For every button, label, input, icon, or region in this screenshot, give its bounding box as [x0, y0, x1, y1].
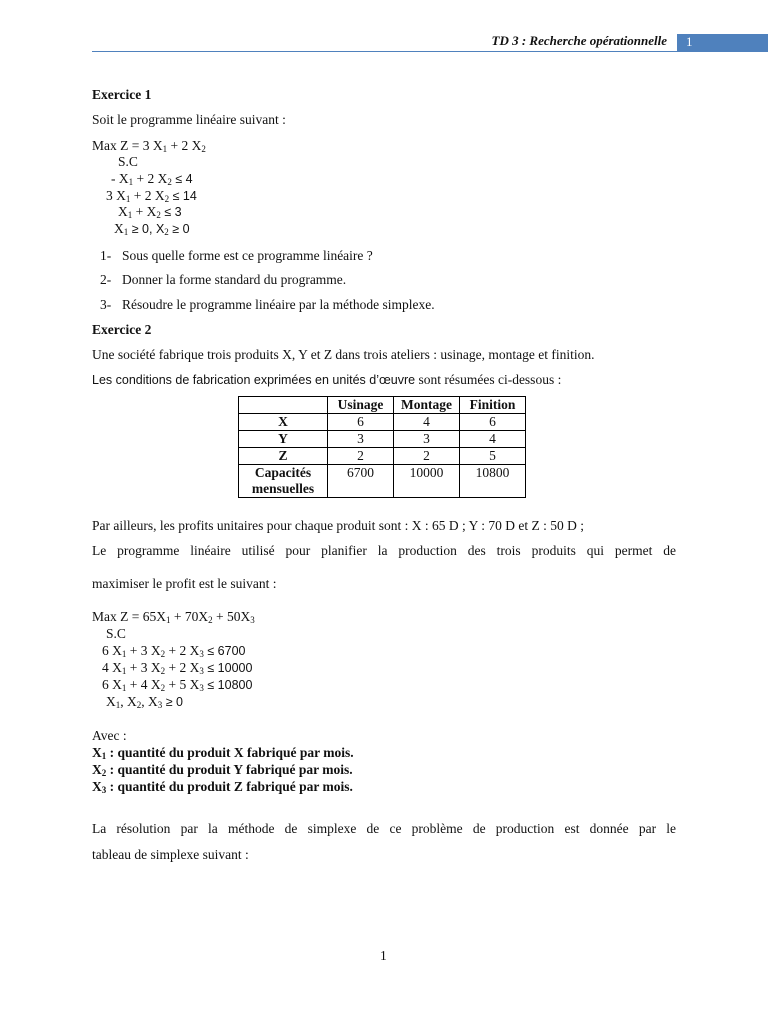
exercise2-sc: S.C	[106, 626, 126, 641]
row-label: X	[239, 414, 328, 431]
exercise1-nonnegativity: $X_1 \ge 0$, $X_2 \ge 0$	[114, 221, 190, 237]
footer-page-number: 1	[380, 948, 387, 963]
table-cell: 10800	[460, 465, 526, 498]
table-cell: 6	[460, 414, 526, 431]
question-text: Résoudre le programme linéaire par la méthode simplexe.	[122, 297, 435, 312]
table-row	[239, 465, 526, 498]
avec-label: Avec :	[92, 728, 127, 743]
variable-definition: $X_2$ : quantité du produit Y fabriqué par mois.	[92, 762, 353, 778]
exercise1-constraint: 3 $X_1 + 2$ $X_2 \le 14$	[106, 188, 197, 204]
question-number: 1-	[100, 248, 112, 263]
exercise1-constraint: $X_1 + X_2 \le 3$	[118, 204, 182, 220]
table-cell: 6	[328, 414, 394, 431]
exercise2-nonnegativity: $X_1$, $X_2$, $X_3 \ge 0$	[106, 694, 184, 710]
row-label: Z	[239, 448, 328, 465]
exercise2-intro-conditions: Les conditions de fabrication exprimées en unités d’œuvre sont résumées ci-dessous :	[92, 372, 562, 387]
table-cell: 2	[328, 448, 394, 465]
unit-profits: Par ailleurs, les profits unitaires pour chaque produit sont : X : 65 D ; Y : 70 D et Z : 50 D ;	[92, 518, 585, 533]
table-header-cell: Montage	[394, 397, 460, 414]
row-label: Y	[239, 431, 328, 448]
exercise1-intro: Soit le programme linéaire suivant :	[92, 112, 286, 127]
question-number: 3-	[100, 297, 112, 312]
header-title: TD 3 : Recherche opérationnelle	[491, 33, 667, 48]
table-header-cell: Finition	[460, 397, 526, 414]
table-row	[239, 448, 526, 465]
table-row	[239, 414, 526, 431]
header-divider	[92, 51, 768, 52]
program-description-line1: Le programme linéaire utilisé pour planifier la production des trois produits qui permet de	[92, 543, 676, 558]
table-cell: 2	[394, 448, 460, 465]
exercise2-constraint: 4 $X_1 + 3$ $X_2 + 2$ $X_3 \le 10000$	[102, 660, 253, 676]
program-description-line2: maximiser le profit est le suivant :	[92, 576, 277, 591]
variable-definition: $X_3$ : quantité du produit Z fabriqué par mois.	[92, 779, 353, 795]
table-cell: 4	[460, 431, 526, 448]
exercise2-title: Exercice 2	[92, 322, 152, 337]
row-label: Capacités mensuelles	[239, 465, 328, 498]
exercise2-objective: Max $Z = 65X_1 + 70X_2 + 50X_3$	[92, 609, 255, 625]
table-header-cell	[239, 397, 328, 414]
exercise2-constraint: 6 $X_1 + 3$ $X_2 + 2$ $X_3 \le 6700$	[102, 643, 246, 659]
exercise1-sc: S.C	[118, 154, 138, 169]
resolution-line2: tableau de simplexe suivant :	[92, 847, 249, 862]
table-row	[239, 431, 526, 448]
question-text: Donner la forme standard du programme.	[122, 272, 347, 287]
table-cell: 3	[394, 431, 460, 448]
header-page-number: 1	[686, 34, 693, 49]
question-text: Sous quelle forme est ce programme linéaire ?	[122, 248, 373, 263]
table-cell: 4	[394, 414, 460, 431]
variable-definition: $X_1$ : quantité du produit X fabriqué par mois.	[92, 745, 354, 761]
exercise1-objective: Max Z = 3 $X_1 + 2$ $X_2$	[92, 138, 206, 154]
exercise1-title: Exercice 1	[92, 87, 152, 102]
table-cell: 3	[328, 431, 394, 448]
table-header-cell: Usinage	[328, 397, 394, 414]
table-cell: 5	[460, 448, 526, 465]
table-header-row	[239, 397, 526, 414]
question-number: 2-	[100, 272, 112, 287]
exercise2-intro: Une société fabrique trois produits X, Y et Z dans trois ateliers : usinage, montage et finition.	[92, 347, 595, 362]
header-page-box	[677, 34, 768, 51]
production-table	[238, 396, 526, 498]
exercise2-constraint: 6 $X_1 + 4$ $X_2 + 5$ $X_3 \le 10800$	[102, 677, 253, 693]
table-cell: 10000	[394, 465, 460, 498]
table-cell: 6700	[328, 465, 394, 498]
resolution-line1: La résolution par la méthode de simplexe de ce problème de production est donnée par le	[92, 821, 676, 836]
exercise1-constraint: - $X_1 + 2$ $X_2 \le 4$	[111, 171, 193, 187]
